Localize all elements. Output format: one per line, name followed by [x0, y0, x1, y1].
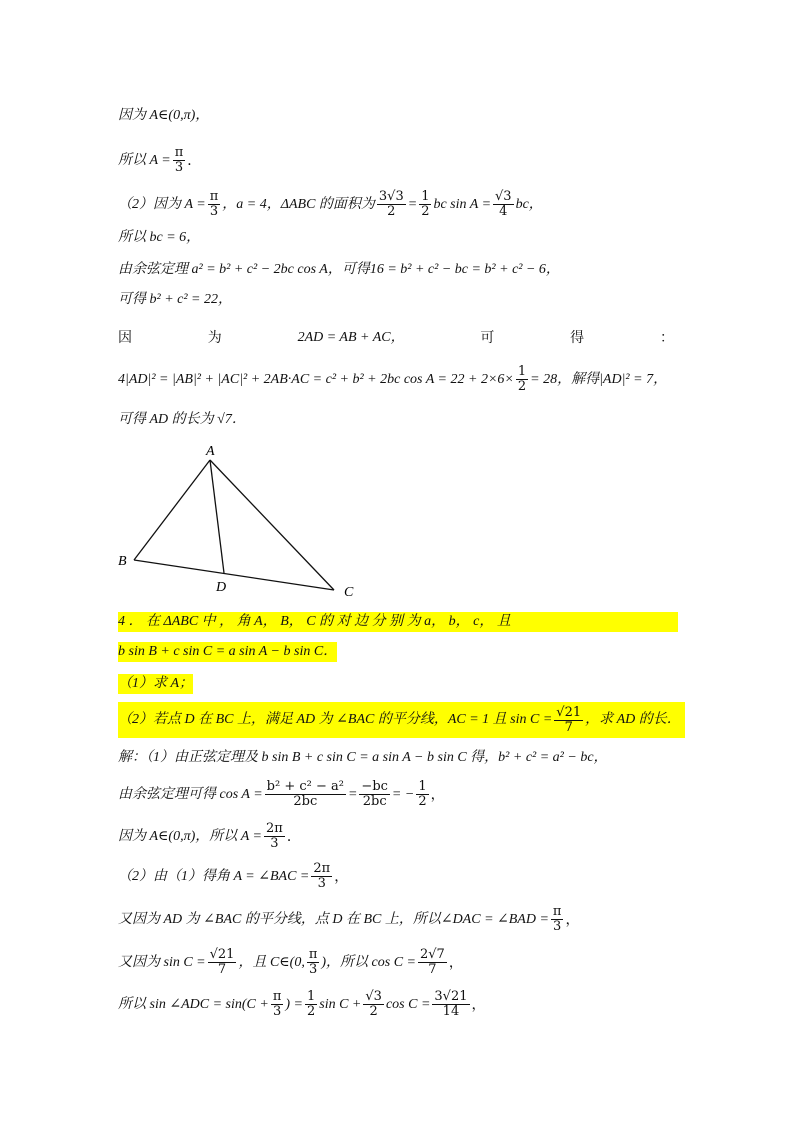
math-text: 因为 A∈(0,π)，所以 A = [118, 828, 262, 844]
frac-den: 2bc [362, 794, 387, 809]
frac-den: 3 [209, 204, 219, 219]
fraction [432, 990, 469, 1019]
solution-line [118, 948, 463, 977]
fraction [554, 706, 583, 735]
punct: ， [334, 868, 349, 885]
math-text: bc， [515, 196, 543, 212]
solution-line [118, 862, 348, 891]
punct: ． [286, 828, 301, 845]
segment-ad [210, 460, 224, 573]
solution-line [118, 780, 445, 809]
frac-num: 3√21 [434, 989, 468, 1004]
side-ac [210, 460, 334, 590]
frac-num: 3√3 [378, 189, 404, 204]
frac-num: 2π [266, 821, 283, 836]
math-text: 解：（1）由正弦定理及 b sin B + c sin C = a sin A − b sin C 得，b² + c² = a² − bc， [118, 750, 608, 765]
word: 可 [480, 330, 495, 346]
math-text: 所以 A = [118, 152, 171, 168]
math-text: （2）由（1）得角 A = ∠BAC = [118, 868, 310, 884]
fraction [307, 948, 320, 977]
side-bc [134, 560, 334, 590]
vertex-label-c: C [344, 585, 354, 600]
punct: ， [430, 786, 445, 803]
text-line [118, 146, 201, 175]
side-ab [134, 460, 210, 560]
word: 因 [118, 330, 132, 346]
frac-den: 7 [428, 962, 437, 977]
text-line [118, 260, 560, 280]
fraction [363, 990, 384, 1019]
math-text: 所以 sin ∠ADC = sin(C + [118, 996, 269, 1012]
word: 得 [570, 330, 585, 346]
math-text: 4 ． 在 ΔABC 中 ， 角 A， B， C 的 对 边 分 别 为 a， b， c， 且 [118, 614, 511, 629]
text-line [118, 365, 667, 394]
frac-num: π [552, 904, 562, 919]
frac-num: π [272, 989, 282, 1004]
math-text: b sin B + c sin C = a sin A − b sin C． [118, 644, 338, 659]
frac-num: 1 [306, 989, 316, 1004]
math-text: = [347, 786, 358, 802]
word: ： [659, 330, 674, 346]
frac-num: π [174, 145, 184, 160]
frac-num: π [209, 189, 219, 204]
solution-line [118, 748, 608, 768]
math-text: ，且 C∈(0, [238, 954, 305, 970]
fraction [305, 990, 317, 1019]
frac-den: 3 [174, 160, 184, 175]
frac-num: π [308, 947, 318, 962]
math-text: 2AD = AB + AC， [297, 330, 405, 345]
math-text: 由余弦定理可得 cos A = [118, 786, 263, 802]
math-text: （2）因为 A = [118, 196, 206, 212]
frac-num: √3 [495, 189, 512, 204]
frac-den: 7 [564, 719, 573, 735]
fraction [377, 190, 406, 219]
math-text: = [407, 196, 418, 212]
fraction [418, 948, 447, 977]
text-line [118, 290, 232, 310]
vertex-label-a: A [206, 444, 215, 459]
fraction [265, 780, 346, 809]
question-4-stem-line2 [118, 642, 337, 662]
frac-den: 3 [553, 919, 562, 934]
text-line [118, 190, 543, 219]
math-text: ，a = 4，ΔABC 的面积为 [222, 196, 375, 212]
frac-num: 1 [418, 779, 427, 794]
fraction [359, 780, 390, 809]
frac-num: 1 [517, 364, 527, 379]
frac-den: 7 [217, 962, 227, 977]
frac-num: 2π [313, 861, 331, 876]
frac-num: √21 [209, 947, 235, 962]
math-text: 又因为 sin C = [118, 954, 206, 970]
fraction [419, 190, 431, 219]
math-text: = 28，解得|AD|² = 7， [530, 371, 668, 387]
text-line-justified [118, 328, 674, 348]
frac-num: √3 [365, 989, 382, 1004]
fraction [264, 822, 285, 851]
math-text: sin C + [319, 996, 362, 1012]
math-text: 4|AD|² = |AB|² + |AC|² + 2AB·AC = c² + b² + 2bc cos A = 22 + 2×6× [118, 371, 514, 387]
vertex-label-b: B [118, 554, 127, 569]
punct: ， [448, 954, 463, 971]
solution-line [118, 905, 579, 934]
math-text: （1）求 A； [118, 676, 194, 691]
math-text: ) = [285, 996, 303, 1012]
question-4-part-1 [118, 674, 193, 694]
frac-den: 2 [418, 794, 427, 809]
frac-den: 2 [517, 379, 527, 394]
fraction [173, 146, 186, 175]
frac-den: 14 [442, 1004, 460, 1019]
fraction [311, 862, 332, 891]
frac-num: b² + c² − a² [266, 779, 344, 794]
solution-line [118, 822, 301, 851]
text-line [118, 228, 200, 248]
question-4-part-2 [118, 702, 685, 738]
fraction [551, 905, 564, 934]
frac-den: 2 [421, 204, 430, 219]
frac-den: 3 [317, 876, 326, 891]
frac-den: 3 [270, 836, 279, 851]
fraction [208, 190, 221, 219]
frac-den: 2bc [293, 794, 318, 809]
frac-den: 2 [387, 204, 396, 219]
math-text: )，所以 cos C = [321, 954, 416, 970]
frac-den: 3 [272, 1004, 282, 1019]
math-text: ，求 AD 的长． [585, 712, 681, 727]
frac-num: 1 [421, 189, 430, 204]
question-4-stem-line1 [118, 612, 678, 632]
frac-num: 2√7 [419, 947, 445, 962]
text-line [118, 106, 209, 126]
punct: ， [471, 996, 486, 1013]
fraction [271, 990, 284, 1019]
frac-den: 2 [369, 1004, 378, 1019]
frac-den: 3 [308, 962, 318, 977]
word: 为 [207, 330, 222, 346]
fraction [493, 190, 514, 219]
fraction [516, 365, 528, 394]
punct: ， [565, 911, 580, 928]
math-text: 可得 AD 的长为 √7． [118, 412, 246, 427]
frac-den: 2 [306, 1004, 316, 1019]
math-text: bc sin A = [433, 196, 492, 212]
fraction [208, 948, 237, 977]
math-text: 因为 A∈(0,π)， [118, 108, 210, 123]
punct: ． [187, 152, 202, 169]
math-text: （2）若点 D 在 BC 上，满足 AD 为 ∠BAC 的平分线，AC = 1 且 sin C = [118, 712, 553, 727]
solution-line [118, 990, 486, 1019]
math-text: 又因为 AD 为 ∠BAC 的平分线，点 D 在 BC 上，所以∠DAC = ∠BAD = [118, 911, 549, 927]
frac-den: 4 [499, 204, 508, 219]
math-text: cos C = [385, 996, 431, 1012]
point-label-d: D [216, 580, 227, 595]
fraction [416, 780, 428, 809]
frac-num: −bc [361, 779, 388, 794]
math-text: 所以 bc = 6， [118, 230, 201, 245]
triangle-figure [110, 440, 370, 600]
frac-num: √21 [556, 704, 582, 720]
math-text: = − [391, 786, 415, 802]
math-text: 由余弦定理 a² = b² + c² − 2bc cos A，可得16 = b² + c² − bc = b² + c² − 6， [118, 262, 560, 277]
math-text: 可得 b² + c² = 22， [118, 292, 233, 307]
text-line [118, 410, 246, 430]
